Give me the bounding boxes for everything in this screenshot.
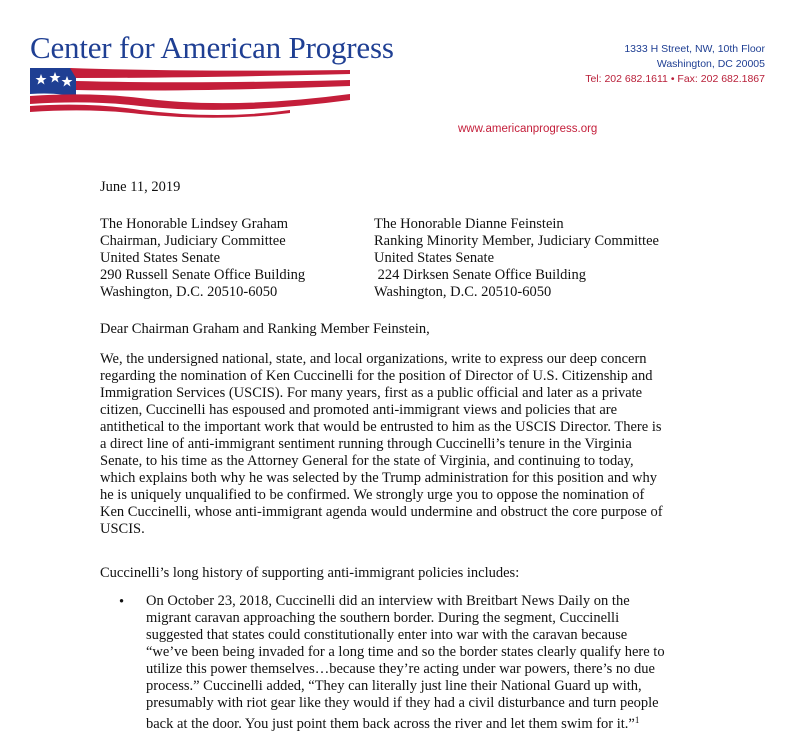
address-line: Ranking Minority Member, Judiciary Committee	[374, 233, 659, 249]
phone-fax-line	[585, 72, 765, 87]
paragraph-line: which explains both why he was selected by the Trump administration for this position and why	[100, 470, 657, 486]
paragraph-line: he is uniquely unqualified to be confirmed. We strongly urge you to oppose the nomination of	[100, 487, 645, 503]
paragraph-line: regarding the nomination of Ken Cuccinelli for the position of Director of U.S. Citizenship and	[100, 368, 653, 384]
address-line: 224 Dirksen Senate Office Building	[374, 267, 586, 283]
bullet-line: On October 23, 2018, Cuccinelli did an interview with Breitbart News Daily on the	[146, 593, 630, 609]
salutation: Dear Chairman Graham and Ranking Member Feinstein,	[100, 321, 430, 337]
paragraph-line: a direct line of anti-immigrant sentiment running through Cuccinelli’s tenure in the Virginia	[100, 436, 632, 452]
recipient-address-right	[374, 216, 659, 301]
paragraph-line: We, the undersigned national, state, and local organizations, write to express our deep concern	[100, 351, 647, 367]
flag-logo-icon	[30, 68, 350, 118]
paragraph-line: citizen, Cuccinelli has espoused and promoted anti-immigrant views and policies that are	[100, 402, 618, 418]
bullet-line-last	[146, 712, 706, 733]
org-logo-title: Center for American Progress	[30, 30, 394, 65]
address-line: The Honorable Dianne Feinstein	[374, 216, 564, 232]
paragraph-line: USCIS.	[100, 521, 145, 537]
bullet-line: “we’ve been being invaded for a long time and so the border states clearly qualify here to	[146, 644, 665, 660]
address-street: 1333 H Street, NW, 10th Floor	[624, 43, 765, 55]
bullet-line: suggested that states could constitutionally enter into war with the caravan because	[146, 627, 628, 643]
paragraph-line: Immigration Services (USCIS). For many years, first as a public official and later as a private	[100, 385, 643, 401]
address-line: United States Senate	[374, 250, 495, 266]
address-line: United States Senate	[100, 250, 221, 266]
fax-number: Fax: 202 682.1867	[677, 73, 765, 85]
bullet-line: migrant caravan approaching the southern border. During the segment, Cuccinelli	[146, 610, 620, 626]
address-line: Washington, D.C. 20510-6050	[374, 284, 552, 300]
website-link[interactable]: www.americanprogress.org	[458, 123, 598, 135]
bullet-icon: •	[119, 594, 125, 610]
letterhead-address	[585, 42, 765, 87]
bullet-line-text: back at the door. You just point them back across the river and let them swim for it.”	[146, 716, 635, 732]
address-line: Washington, D.C. 20510-6050	[100, 284, 278, 300]
bullet-line: utilize this power themselves…because they’re acting under war powers, there’s no due	[146, 661, 655, 677]
footnote-ref[interactable]: 1	[634, 715, 640, 725]
address-line: 290 Russell Senate Office Building	[100, 267, 306, 283]
paragraph-line: Ken Cuccinelli, whose anti-immigrant agenda would undermine and obstruct the core purpose of	[100, 504, 663, 520]
body-paragraph	[100, 351, 700, 538]
address-line: Chairman, Judiciary Committee	[100, 233, 286, 249]
bullet-item	[146, 593, 706, 733]
separator-bullet: •	[670, 73, 678, 85]
paragraph-line: antithetical to the important work that would be entrusted to him as the USCIS Director. There is	[100, 419, 662, 435]
address-line: The Honorable Lindsey Graham	[100, 216, 289, 232]
letter-date: June 11, 2019	[100, 179, 181, 195]
bullet-line: process.” Cuccinelli added, “They can literally just line their National Guard up with,	[146, 678, 642, 694]
recipient-address-left	[100, 216, 305, 301]
list-intro: Cuccinelli’s long history of supporting anti-immigrant policies includes:	[100, 565, 520, 581]
paragraph-line: Senate, to his time as the Attorney General for the state of Virginia, and continuing to today,	[100, 453, 634, 469]
address-city: Washington, DC 20005	[656, 58, 765, 70]
phone-number: Tel: 202 682.1611	[585, 73, 668, 85]
bullet-line: presumably with riot gear like they would if they had a civil disturbance and turn people	[146, 695, 659, 711]
